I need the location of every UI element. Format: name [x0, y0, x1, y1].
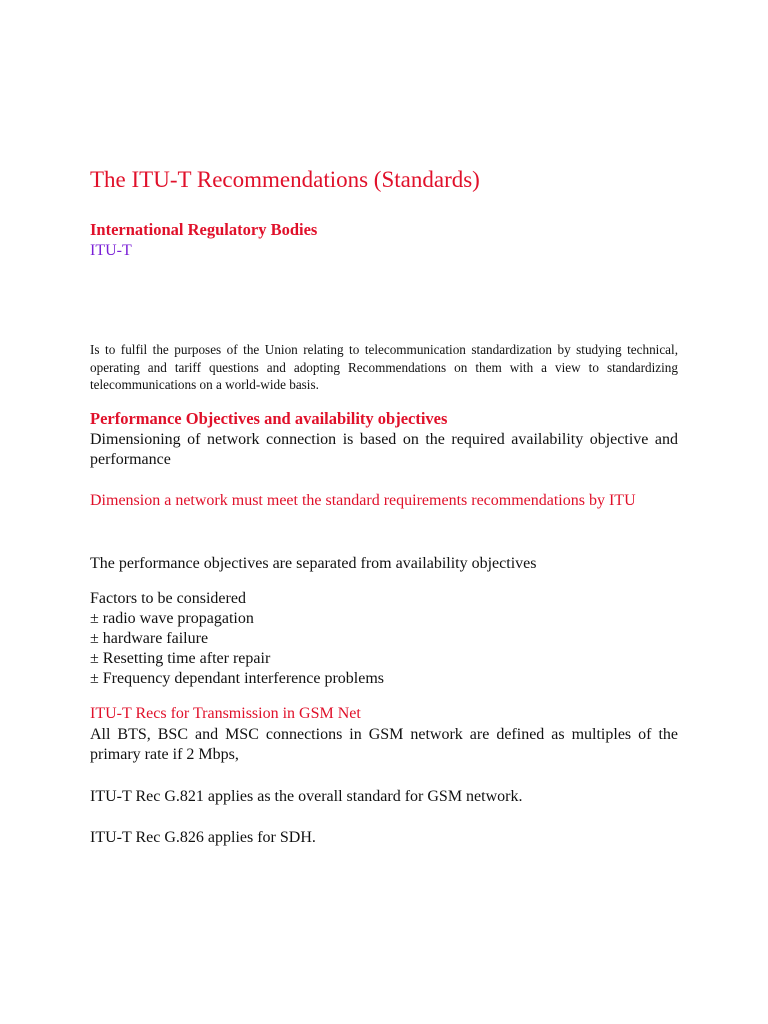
factors-list: [90, 589, 384, 689]
g821-statement: ITU-T Rec G.821 applies as the overall standard for GSM network.: [90, 788, 523, 805]
factor-item: ± hardware failure: [90, 630, 209, 647]
factors-title: Factors to be considered: [90, 590, 246, 607]
itu-purpose-paragraph: Is to fulfil the purposes of the Union relating to telecommunication standardization by studying technical, operating and tariff questions and adopting Recommendations on them with a view to standardizing telecommunications on a world-wide basis.: [90, 342, 678, 392]
gsm-connections-paragraph: All BTS, BSC and MSC connections in GSM network are defined as multiples of the primary rate if 2 Mbps,: [90, 726, 678, 763]
factor-item: ± Resetting time after repair: [90, 650, 271, 667]
heading-performance-objectives: Performance Objectives and availability objectives: [90, 409, 448, 428]
dimension-requirement-note: Dimension a network must meet the standard requirements recommendations by ITU: [90, 492, 636, 509]
page-title: The ITU-T Recommendations (Standards): [90, 167, 480, 192]
g826-statement: ITU-T Rec G.826 applies for SDH.: [90, 829, 316, 846]
itu-t-label: ITU-T: [90, 242, 132, 259]
factor-item: ± Frequency dependant interference problems: [90, 670, 384, 687]
dimensioning-paragraph: Dimensioning of network connection is based on the required availability objective and performance: [90, 431, 678, 468]
separation-statement: The performance objectives are separated from availability objectives: [90, 555, 537, 572]
factor-item: ± radio wave propagation: [90, 610, 254, 627]
heading-gsm-transmission: ITU-T Recs for Transmission in GSM Net: [90, 705, 361, 722]
heading-regulatory-bodies: International Regulatory Bodies: [90, 220, 318, 239]
